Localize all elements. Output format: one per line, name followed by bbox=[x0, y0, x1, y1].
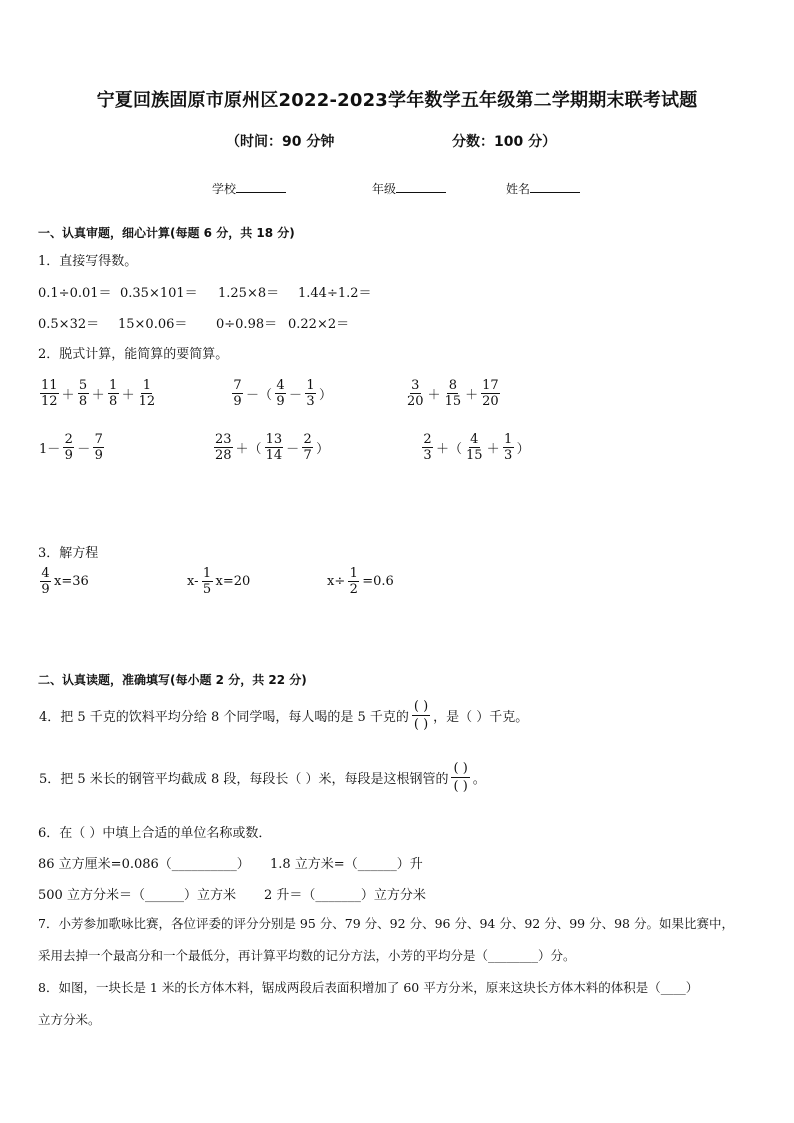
q3-label: 3．解方程 bbox=[38, 546, 99, 561]
q1-label: 1．直接写得数。 bbox=[38, 254, 138, 269]
school-field[interactable] bbox=[212, 180, 286, 197]
q2-expr-6: $\frac{2}{3}$ ＋（ $\frac{4}{15}$ ＋ $\frac{1}{3}$ ） bbox=[423, 432, 530, 463]
exam-time: （时间：90 分钟 bbox=[226, 134, 335, 150]
q1-item: 0÷0.98＝ bbox=[216, 317, 278, 332]
q1-item: 1.44÷1.2＝ bbox=[298, 286, 372, 301]
name-field[interactable] bbox=[506, 180, 580, 197]
q3-eq-3: x÷ $\frac{1}{2}$ =0.6 bbox=[327, 566, 394, 597]
q1-item: 1.25×8＝ bbox=[218, 286, 280, 301]
name-label: 姓名 bbox=[506, 182, 531, 196]
grade-field[interactable] bbox=[372, 180, 446, 197]
exam-score: 分数：100 分） bbox=[452, 134, 557, 150]
page-title: 宁夏回族固原市原州区2022-2023学年数学五年级第二学期期末联考试题 bbox=[96, 90, 698, 111]
q6-item-2: 1.8 立方米=（______）升 bbox=[270, 857, 423, 872]
q2-expr-1: $\frac{11}{12}$ ＋ $\frac{5}{8}$ ＋ $\frac{1}{8}$ ＋ $\frac{1}{12}$ bbox=[41, 378, 156, 409]
q6-label: 6．在（ ）中填上合适的单位名称或数． bbox=[38, 826, 272, 841]
q7-line-1: 7．小芳参加歌咏比赛，各位评委的评分分别是 95 分、79 分、92 分、96 分、94 分、92 分、99 分、98 分。如果比赛中， bbox=[38, 916, 734, 931]
grade-label: 年级 bbox=[372, 182, 397, 196]
q2-expr-5: $\frac{23}{28}$ ＋（ $\frac{13}{14}$ － $\frac{2}{7}$ ） bbox=[215, 432, 330, 463]
q2-expr-2: $\frac{7}{9}$ －（ $\frac{4}{9}$ － $\frac{1}{3}$ ） bbox=[233, 378, 333, 409]
q1-item: 0.1÷0.01＝ bbox=[38, 286, 112, 301]
q1-item: 15×0.06＝ bbox=[118, 317, 188, 332]
q2-expr-3: $\frac{3}{20}$ ＋ $\frac{8}{15}$ ＋ $\frac{17}{20}$ bbox=[407, 378, 499, 409]
q2-label: 2．脱式计算，能简算的要简算。 bbox=[38, 347, 229, 362]
q1-item: 0.5×32＝ bbox=[38, 317, 100, 332]
section-2-heading: 二、认真读题，准确填写(每小题 2 分，共 22 分) bbox=[38, 673, 307, 687]
q6-item-3: 500 立方分米＝（______）立方米 bbox=[38, 888, 236, 903]
q8-line-2: 立方分米。 bbox=[38, 1012, 101, 1027]
q6-item-1: 86 立方厘米=0.086（__________） bbox=[38, 857, 250, 872]
q2-expr-4: 1－ $\frac{2}{9}$ － $\frac{7}{9}$ bbox=[39, 432, 103, 463]
q7-line-2: 采用去掉一个最高分和一个最低分，再计算平均数的记分方法，小芳的平均分是（________）分。 bbox=[38, 948, 576, 963]
section-1-heading: 一、认真审题，细心计算(每题 6 分，共 18 分) bbox=[38, 226, 295, 240]
q6-item-4: 2 升＝（_______）立方分米 bbox=[264, 888, 426, 903]
school-label: 学校 bbox=[212, 182, 237, 196]
q8-line-1: 8．如图，一块长是 1 米的长方体木料，锯成两段后表面积增加了 60 平方分米，原来这块长方体木料的体积是（____） bbox=[38, 980, 699, 995]
q1-item: 0.35×101＝ bbox=[120, 286, 198, 301]
q5: 5．把 5 米长的钢管平均截成 8 段，每段长（ ）米，每段是这根钢管的 ( ) ( ) 。 bbox=[39, 761, 486, 794]
q3-eq-2: x- $\frac{1}{5}$ x=20 bbox=[187, 566, 251, 597]
q4: 4．把 5 千克的饮料平均分给 8 个同学喝，每人喝的是 5 千克的 ( ) ( ) ，是（ ）千克。 bbox=[39, 699, 529, 732]
q3-eq-1: $\frac{4}{9}$ x=36 bbox=[41, 566, 89, 597]
q1-item: 0.22×2＝ bbox=[288, 317, 350, 332]
